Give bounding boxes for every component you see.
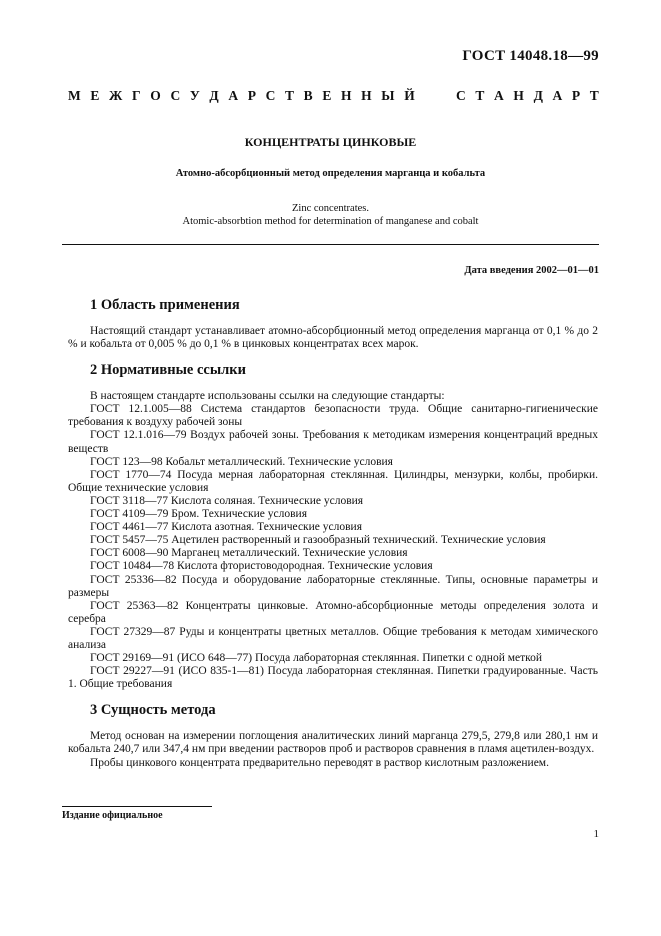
heading-letter: Й bbox=[404, 88, 415, 103]
spacer bbox=[68, 691, 598, 701]
english-title-line: Atomic-absorbtion method for determination of manganese and cobalt bbox=[182, 216, 479, 227]
spacer bbox=[68, 351, 598, 361]
reference-item: ГОСТ 25363—82 Концентраты цинковые. Атомно-абсорбционные методы определения золота и серебра bbox=[68, 599, 598, 625]
heading-letter: У bbox=[189, 88, 200, 103]
heading-letter: Т bbox=[285, 88, 295, 103]
heading-letter: С bbox=[455, 88, 466, 103]
english-title bbox=[62, 202, 599, 228]
introduction-date: Дата введения 2002—01—01 bbox=[464, 265, 599, 276]
word-gap bbox=[424, 88, 446, 104]
page-number: 1 bbox=[593, 828, 599, 840]
section-heading: 2 Нормативные ссылки bbox=[90, 362, 246, 379]
reference-item: ГОСТ 12.1.005—88 Система стандартов безопасности труда. Общие санитарно-гигиенические требования к воздуху рабочей зоны bbox=[68, 403, 598, 429]
english-title-line: Zinc concentrates. bbox=[292, 203, 369, 214]
heading-letter: Н bbox=[513, 88, 524, 103]
heading-letter: Н bbox=[340, 88, 352, 103]
reference-item: ГОСТ 29169—91 (ИСО 648—77) Посуда лабораторная стеклянная. Пипетки с одной меткой bbox=[90, 652, 543, 665]
heading-letter: Р bbox=[247, 88, 256, 103]
heading-letter: О bbox=[150, 88, 161, 103]
heading-letter: Е bbox=[322, 88, 332, 103]
interstate-standard-heading bbox=[68, 88, 599, 104]
reference-item: ГОСТ 29227—91 (ИСО 835-1—81) Посуда лабораторная стеклянная. Пипетки градуированные. Часть 1. Общие требования bbox=[68, 665, 598, 691]
heading-letter: Ж bbox=[109, 88, 123, 103]
heading-letter: А bbox=[228, 88, 239, 103]
heading-letter: А bbox=[552, 88, 563, 103]
section-paragraph: В настоящем стандарте использованы ссылки на следующие стандарты: bbox=[90, 390, 445, 403]
heading-letter: Ы bbox=[381, 88, 395, 103]
heading-letter: Т bbox=[589, 88, 599, 103]
heading-letter: Д bbox=[533, 88, 543, 103]
footer-divider bbox=[62, 806, 212, 807]
reference-item: ГОСТ 123—98 Кобальт металлический. Технические условия bbox=[90, 455, 393, 468]
title-divider bbox=[62, 244, 599, 245]
reference-item: ГОСТ 10484—78 Кислота фтористоводородная. Технические условия bbox=[90, 560, 433, 573]
reference-item: ГОСТ 12.1.016—79 Воздух рабочей зоны. Требования к методикам измерения концентраций вредных веществ bbox=[68, 429, 598, 455]
section-heading: 3 Сущность метода bbox=[90, 702, 216, 719]
reference-item: ГОСТ 3118—77 Кислота соляная. Технические условия bbox=[90, 494, 364, 507]
heading-letter: В bbox=[303, 88, 313, 103]
reference-item: ГОСТ 6008—90 Марганец металлический. Технические условия bbox=[90, 547, 408, 560]
heading-letter: Е bbox=[90, 88, 100, 103]
heading-letter: Т bbox=[475, 88, 485, 103]
document-subtitle: Атомно-абсорбционный метод определения марганца и кобальта bbox=[175, 168, 486, 179]
heading-letter: А bbox=[494, 88, 504, 103]
reference-item: ГОСТ 1770—74 Посуда мерная лабораторная стеклянная. Цилиндры, мензурки, колбы, пробирки. Общие технические условия bbox=[68, 468, 598, 494]
reference-item: ГОСТ 4461—77 Кислота азотная. Технические условия bbox=[90, 521, 362, 534]
heading-letter: Г bbox=[132, 88, 141, 103]
gost-code: ГОСТ 14048.18—99 bbox=[462, 48, 599, 64]
reference-item: ГОСТ 25336—82 Посуда и оборудование лабораторные стеклянные. Типы, основные параметры и размеры bbox=[68, 573, 598, 599]
section-heading: 1 Область применения bbox=[90, 297, 240, 313]
heading-letter: Д bbox=[209, 88, 219, 103]
heading-letter: С bbox=[265, 88, 276, 103]
section-paragraph: Метод основан на измерении поглощения аналитических линий марганца 279,5, 279,8 или 280,1 нм и кобальта 240,7 или 347,4 нм при введении растворов проб и растворов сравнения в пламя ацетилен-воздух. bbox=[68, 730, 598, 756]
heading-letter: М bbox=[68, 88, 81, 103]
reference-item: ГОСТ 4109—79 Бром. Технические условия bbox=[90, 508, 307, 521]
document-body bbox=[68, 296, 598, 770]
heading-letter: Н bbox=[361, 88, 372, 103]
heading-letter: Р bbox=[571, 88, 581, 103]
reference-item: ГОСТ 5457—75 Ацетилен растворенный и газообразный технический. Технические условия bbox=[90, 534, 546, 547]
heading-letter: С bbox=[170, 88, 181, 103]
edition-label: Издание официальное bbox=[62, 810, 163, 821]
section-paragraph: Пробы цинкового концентрата предварительно переводят в раствор кислотным разложением. bbox=[90, 756, 549, 769]
section-paragraph: Настоящий стандарт устанавливает атомно-абсорбционный метод определения марганца от 0,1 % до 2 % и кобальта от 0,005 % до 0,1 % в цинковых концентратах всех марок. bbox=[68, 325, 598, 351]
document-title: КОНЦЕНТРАТЫ ЦИНКОВЫЕ bbox=[244, 135, 417, 149]
reference-item: ГОСТ 27329—87 Руды и концентраты цветных металлов. Общие требования к методам химического анализа bbox=[68, 625, 598, 651]
